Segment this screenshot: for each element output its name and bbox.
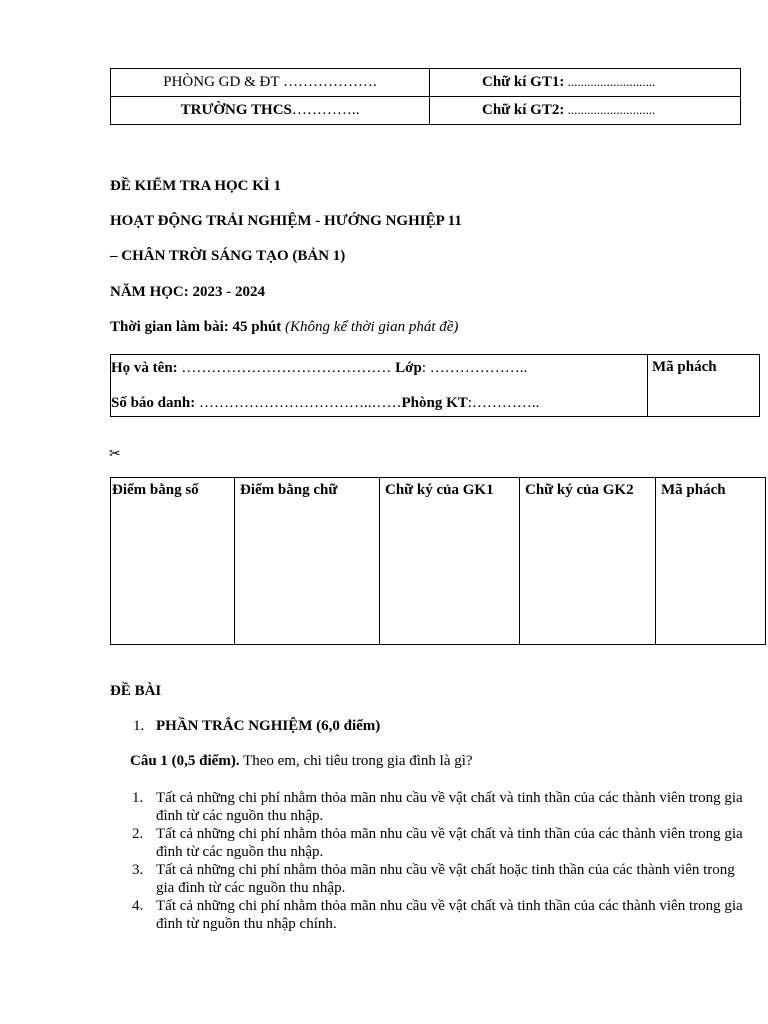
- answer-number: 2.: [132, 826, 144, 842]
- score-code-header: Mã phách: [661, 482, 726, 498]
- time-note: (Không kể thời gian phát đề): [285, 319, 459, 335]
- answer-text: Tất cả những chi phí nhằm thỏa mãn nhu cầu về vật chất và tinh thần của các thành viên trong gia đình từ các nguồn thu nhập.: [156, 790, 743, 824]
- score-table: [110, 477, 766, 645]
- sbd-dots: ……………………………..……: [195, 395, 402, 411]
- school-dots: …………..: [291, 102, 360, 118]
- name-label: Họ và tên:: [111, 360, 178, 376]
- class-dots: : ………………..: [421, 360, 528, 376]
- subject-title: HOẠT ĐỘNG TRẢI NGHIỆM - HƯỚNG NGHIỆP 11: [110, 213, 462, 229]
- exam-title: ĐỀ KIỂM TRA HỌC KÌ 1: [110, 178, 281, 194]
- section-title: ĐỀ BÀI: [110, 683, 162, 699]
- score-number-header: Điểm bằng số: [112, 482, 199, 498]
- score-number-cell: [111, 478, 235, 645]
- question-label: Câu 1 (0,5 điểm).: [130, 753, 240, 769]
- gk1-signature-cell: [380, 478, 520, 645]
- examiner1-signature-cell: [430, 69, 741, 97]
- school-year: NĂM HỌC: 2023 - 2024: [110, 284, 265, 300]
- school-cell: [111, 97, 430, 125]
- sbd-room-line: [111, 395, 539, 412]
- gk1-signature-header: Chữ ký của GK1: [385, 482, 494, 498]
- answer-option: [130, 789, 750, 825]
- part-heading: [133, 718, 380, 735]
- name-class-line: [111, 360, 527, 377]
- sbd-label: Số báo danh:: [111, 395, 196, 411]
- answer-text: Tất cả những chi phí nhằm thỏa mãn nhu cầu về vật chất và tinh thần của các thành viên trong gia đình từ các nguồn thu nhập.: [156, 826, 743, 860]
- examiner1-label: Chữ kí GT1:: [482, 74, 565, 90]
- room-label: Phòng KT: [401, 395, 468, 411]
- examiner2-signature-cell: [430, 97, 741, 125]
- question-1: [130, 753, 473, 770]
- gk2-signature-header: Chữ ký của GK2: [525, 482, 634, 498]
- scissors-icon: ✂: [109, 446, 121, 462]
- answer-option: [130, 825, 750, 861]
- name-dots: ……………………………………: [177, 360, 396, 376]
- school-label: TRƯỜNG THCS: [180, 102, 292, 118]
- header-table: [110, 68, 741, 125]
- code-label: Mã phách: [652, 359, 717, 375]
- time-line: [110, 319, 458, 336]
- class-label: Lớp: [395, 360, 422, 376]
- answer-number: 1.: [132, 790, 144, 806]
- answer-text: Tất cả những chi phí nhằm thỏa mãn nhu cầu về vật chất và tinh thần của các thành viên trong gia đình từ nguồn thu nhập chính.: [156, 898, 743, 932]
- code-cell: [648, 355, 760, 417]
- score-code-cell: [656, 478, 766, 645]
- question-text: Theo em, chi tiêu trong gia đình là gì?: [239, 753, 473, 769]
- department-text: PHÒNG GD & ĐT ……………….: [163, 74, 377, 90]
- score-words-header: Điểm bằng chữ: [240, 482, 338, 498]
- answer-option: [130, 861, 750, 897]
- answer-option: [130, 897, 750, 933]
- answer-number: 3.: [132, 862, 144, 878]
- answer-number: 4.: [132, 898, 144, 914]
- answer-list: [130, 789, 750, 933]
- part-number: 1.: [133, 718, 145, 734]
- score-words-cell: [235, 478, 380, 645]
- examiner1-dots: ...........................: [564, 74, 656, 89]
- time-label: Thời gian làm bài: 45 phút: [110, 319, 282, 335]
- room-dots: :…………..: [467, 395, 540, 411]
- examiner2-label: Chữ kí GT2:: [482, 102, 565, 118]
- department-cell: [111, 69, 430, 97]
- student-info-table: [110, 354, 760, 417]
- part-title: PHẦN TRẮC NGHIỆM (6,0 điểm): [156, 718, 381, 734]
- answer-text: Tất cả những chi phí nhằm thỏa mãn nhu cầu về vật chất hoặc tinh thần của các thành viên trong gia đình từ các nguồn thu nhập.: [156, 862, 735, 896]
- gk2-signature-cell: [520, 478, 656, 645]
- textbook-title: – CHÂN TRỜI SÁNG TẠO (BẢN 1): [110, 248, 346, 264]
- student-info-cell: [111, 355, 648, 417]
- examiner2-dots: ...........................: [564, 102, 656, 117]
